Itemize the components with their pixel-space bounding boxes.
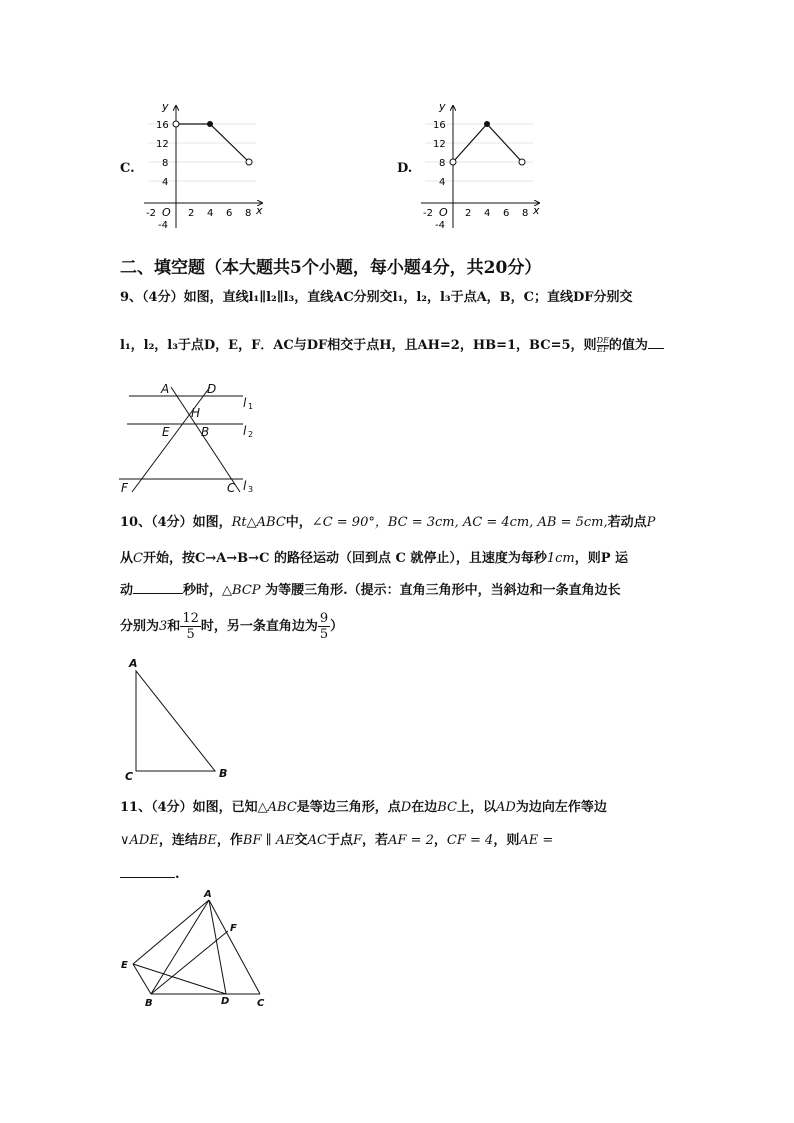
line-df	[132, 387, 210, 492]
x-axis-label: x	[533, 204, 540, 217]
label-l3: l	[243, 479, 247, 493]
q10-math: ∠C = 90°，	[311, 515, 388, 530]
y-tick: 16	[156, 120, 169, 131]
q11-math: ∨ADE	[120, 833, 159, 848]
q9-line2	[120, 337, 664, 355]
q10-math: 3	[159, 619, 168, 634]
x-tick: 4	[207, 208, 214, 219]
section-title: 二、填空题（本大题共5个小题，每小题4分，共20分）	[120, 258, 542, 278]
q11-text: ，则	[493, 833, 520, 848]
x-tick: -2	[146, 208, 156, 219]
y-tick: 8	[162, 158, 169, 169]
label-c: C	[257, 998, 265, 1009]
q11-math: CF = 4	[446, 833, 494, 848]
q9-line2-text: l₁，l₂，l₃于点D，E，F．AC与DF相交于点H，且AH=2，HB=1，BC=5，则	[120, 338, 597, 353]
frac-num: DE	[596, 336, 609, 345]
q11-math: AF = 2	[388, 833, 434, 848]
q10-text: 中，	[285, 515, 312, 530]
sub-2: 2	[248, 430, 254, 439]
x-tick: 2	[465, 208, 472, 219]
q11-math: D	[400, 800, 412, 815]
q11-text: 11、（4分）如图，已知△	[120, 800, 268, 815]
y-tick: 4	[439, 177, 446, 188]
q10-math: Rt△ABC	[231, 515, 286, 530]
label-b: B	[145, 998, 153, 1009]
q11-math: BE	[197, 833, 217, 848]
x-tick: 8	[245, 208, 252, 219]
x-axis-label: x	[256, 204, 263, 217]
q10-figure	[120, 652, 240, 784]
x-tick: 6	[226, 208, 233, 219]
frac-den: EF	[597, 345, 609, 354]
segment-bf	[151, 931, 228, 994]
label-a: A	[129, 657, 138, 670]
label-b: B	[219, 767, 228, 780]
line-ac	[171, 387, 240, 492]
y-tick: -4	[435, 220, 445, 231]
x-tick: -2	[423, 208, 433, 219]
q10-math: △BCP	[222, 583, 261, 598]
q9-line1: 9、（4分）如图，直线l₁∥l₂∥l₃，直线AC分别交l₁，l₂，l₃于点A，B，C；直线DF分别交	[120, 290, 633, 305]
q10-text: 动	[120, 583, 134, 598]
y-tick: 8	[439, 158, 446, 169]
fraction-12-5	[180, 611, 201, 642]
q11-text: ，作	[216, 833, 243, 848]
y-tick: 12	[433, 139, 446, 150]
graph-d	[415, 98, 545, 233]
label-l1: l	[243, 396, 247, 410]
fraction-9-5	[318, 611, 330, 642]
q10-line3	[120, 582, 621, 600]
q10-text: 若动点	[607, 515, 647, 530]
q10-line1	[120, 514, 655, 532]
open-point	[519, 159, 525, 165]
q11-math: BC	[437, 800, 457, 815]
label-f: F	[230, 923, 237, 934]
q10-text: 从	[120, 551, 134, 566]
x-tick: 2	[188, 208, 195, 219]
origin-label: O	[439, 206, 448, 219]
label-a: A	[204, 889, 212, 900]
segment-ae	[133, 900, 209, 964]
triangle-abc	[136, 671, 215, 771]
q10-text: 为等腰三角形.（提示：直角三角形中，当斜边和一条直角边长	[265, 583, 621, 598]
q11-text: 是等边三角形，点	[296, 800, 401, 815]
label-d: D	[207, 382, 217, 396]
q10-line4	[120, 610, 343, 644]
q10-line2	[120, 550, 628, 568]
y-tick: 4	[162, 177, 169, 188]
graph-c	[138, 98, 268, 233]
segment-ad	[209, 900, 226, 994]
q11-figure	[115, 884, 275, 1012]
segment-ed	[133, 964, 226, 994]
q10-math: BC = 3cm, AC = 4cm, AB = 5cm,	[387, 515, 608, 530]
option-d-label: D.	[397, 161, 413, 176]
q10-text: ）	[330, 619, 344, 634]
q9-figure	[115, 378, 265, 496]
q11-math: AE =	[519, 833, 554, 848]
label-c: C	[125, 770, 134, 783]
q11-text: 交	[294, 833, 308, 848]
q10-text: 开始，按C→A→B→C 的路径运动（回到点 C 就停止），且速度为每秒	[142, 551, 547, 566]
y-tick: 16	[433, 120, 446, 131]
q11-line2	[120, 832, 553, 850]
segment-ac	[209, 900, 260, 994]
q10-text: 分别为	[120, 619, 160, 634]
segment-ab	[151, 900, 209, 994]
frac-num: 12	[182, 611, 199, 626]
answer-blank[interactable]	[133, 593, 183, 594]
q10-math: 1cm	[546, 551, 575, 566]
label-c: C	[227, 481, 236, 495]
q11-line3	[120, 866, 180, 884]
label-e: E	[162, 425, 170, 439]
option-c-label: C.	[120, 161, 135, 176]
answer-blank[interactable]	[648, 348, 664, 349]
closed-point	[207, 121, 213, 127]
q10-math: P	[646, 515, 656, 530]
q10-text: 时，另一条直角边为	[200, 619, 318, 634]
label-a: A	[161, 382, 170, 396]
label-e: E	[121, 960, 128, 971]
q11-text: ，连结	[158, 833, 198, 848]
frac-den: 5	[319, 627, 329, 642]
y-axis-label: y	[162, 100, 169, 113]
q11-text: 为边向左作等边	[515, 800, 607, 815]
sub-1: 1	[248, 402, 254, 411]
label-d: D	[221, 996, 230, 1007]
q11-math: AD	[496, 800, 516, 815]
q11-text: .	[175, 867, 180, 882]
x-tick: 6	[503, 208, 510, 219]
label-h: H	[191, 406, 201, 420]
label-f: F	[121, 481, 128, 495]
q10-text: ，则P 运	[574, 551, 629, 566]
q11-text: 于点	[327, 833, 354, 848]
label-b: B	[201, 425, 210, 439]
open-point	[450, 159, 456, 165]
answer-blank[interactable]	[120, 877, 175, 878]
x-tick: 8	[522, 208, 529, 219]
label-l2: l	[243, 424, 247, 438]
q10-text: 秒时，	[183, 583, 223, 598]
y-tick: -4	[158, 220, 168, 231]
q9-line2-end: 的值为	[608, 338, 648, 353]
q11-text: ，若	[362, 833, 389, 848]
open-point	[246, 159, 252, 165]
q11-text: 在边	[411, 800, 438, 815]
q11-math: BF ∥ AE	[242, 833, 295, 848]
origin-label: O	[162, 206, 171, 219]
q11-text: ，	[433, 833, 447, 848]
q11-math: F	[353, 833, 363, 848]
q11-text: 上，以	[457, 800, 497, 815]
x-tick: 4	[484, 208, 491, 219]
q10-text: 和	[167, 619, 181, 634]
open-point	[173, 121, 179, 127]
y-axis-label: y	[439, 100, 446, 113]
frac-den: 5	[186, 627, 195, 642]
q10-text: 10、（4分）如图，	[120, 515, 232, 530]
q9-fraction	[597, 337, 609, 354]
q10-math: C	[133, 551, 143, 566]
y-tick: 12	[156, 139, 169, 150]
q11-line1	[120, 799, 607, 817]
frac-num: 9	[319, 611, 329, 626]
q11-math: AC	[307, 833, 327, 848]
sub-3: 3	[248, 485, 254, 494]
q11-math: ABC	[267, 800, 297, 815]
closed-point	[484, 121, 490, 127]
